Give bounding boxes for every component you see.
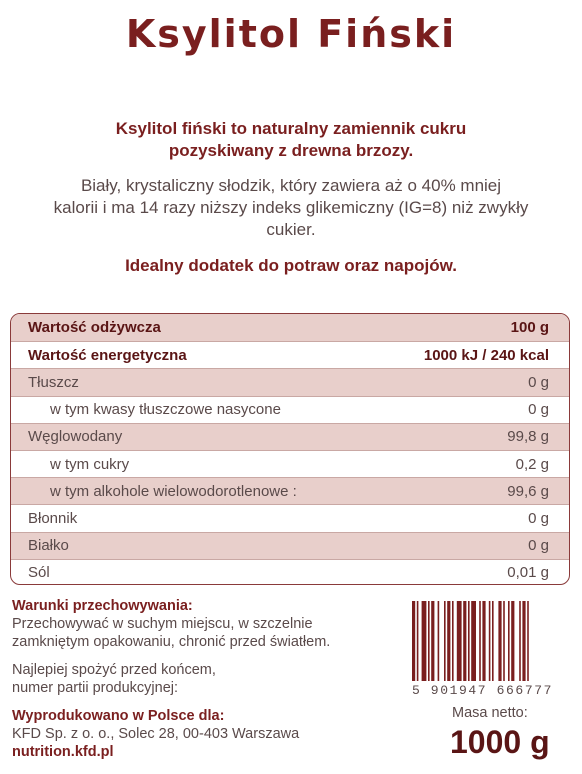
intro-headline xyxy=(40,118,542,162)
product-title: Ksylitol Fiński xyxy=(125,12,457,56)
table-row xyxy=(11,423,569,450)
row-label: w tym cukry xyxy=(50,455,130,473)
barcode-bar xyxy=(452,601,454,681)
barcode-number: 5 901947 666777 xyxy=(412,683,554,698)
barcode-bar xyxy=(471,601,476,681)
barcode-bar xyxy=(417,601,419,681)
row-value: 0 g xyxy=(528,509,549,527)
table-row xyxy=(11,504,569,531)
barcode-bar xyxy=(519,601,521,681)
net-weight-value: 1000 g xyxy=(450,724,550,760)
table-row xyxy=(11,450,569,477)
row-label: Sól xyxy=(28,564,50,582)
best-before-line: numer partii produkcyjnej: xyxy=(12,680,179,696)
barcode-bar xyxy=(511,601,514,681)
barcode-bar xyxy=(457,601,462,681)
row-value: 1000 kJ / 240 kcal xyxy=(423,346,549,364)
row-value: 0 g xyxy=(528,373,549,391)
intro-description-line: Biały, krystaliczny słodzik, który zawiera aż o 40% mniej xyxy=(80,176,502,195)
barcode-bar xyxy=(489,601,491,681)
barcode-bar xyxy=(503,601,505,681)
row-value: 100 g xyxy=(510,319,549,337)
storage-text-line: zamkniętym opakowaniu, chronić przed światłem. xyxy=(12,634,331,650)
storage-text-line: Przechowywać w suchym miejscu, w szczelnie xyxy=(12,616,313,632)
barcode-bar xyxy=(438,601,440,681)
barcode-bar xyxy=(463,601,466,681)
row-value: 99,6 g xyxy=(507,482,549,500)
row-value: 0 g xyxy=(528,537,549,555)
barcode-bar xyxy=(527,601,529,681)
producer-heading: Wyprodukowano w Polsce dla: xyxy=(12,708,225,724)
row-label: Węglowodany xyxy=(28,428,123,446)
table-row xyxy=(11,314,569,341)
table-row xyxy=(11,368,569,395)
barcode-icon xyxy=(412,601,570,681)
intro-headline-line: pozyskiwany z drewna brzozy. xyxy=(168,141,414,160)
intro-description-line: kalorii i ma 14 razy niższy indeks glikemiczny (IG=8) niż zwykły xyxy=(53,198,529,217)
barcode-bar xyxy=(482,601,485,681)
barcode-bar xyxy=(422,601,427,681)
table-row xyxy=(11,396,569,423)
row-label: Wartość odżywcza xyxy=(28,319,161,337)
barcode-bar xyxy=(498,601,501,681)
website: nutrition.kfd.pl xyxy=(12,744,114,760)
row-label: Błonnik xyxy=(28,509,78,527)
barcode-bar xyxy=(468,601,470,681)
intro-description xyxy=(40,175,542,241)
row-value: 0,2 g xyxy=(515,455,549,473)
storage-info xyxy=(12,597,402,771)
producer-address: KFD Sp. z o. o., Solec 28, 00-403 Warszawa xyxy=(12,726,300,742)
intro-description-line: cukier. xyxy=(266,220,316,239)
tagline: Idealny dodatek do potraw oraz napojów. xyxy=(125,256,457,275)
table-row xyxy=(11,559,569,585)
storage-heading: Warunki przechowywania: xyxy=(12,598,193,614)
intro-headline-line: Ksylitol fiński to naturalny zamiennik cukru xyxy=(115,119,467,138)
barcode-bar xyxy=(431,601,434,681)
row-label: Białko xyxy=(28,537,69,555)
row-value: 0,01 g xyxy=(507,564,549,582)
table-row xyxy=(11,477,569,504)
barcode-bar xyxy=(447,601,450,681)
row-value: 99,8 g xyxy=(507,428,549,446)
barcode-bar xyxy=(492,601,494,681)
row-label: Tłuszcz xyxy=(28,373,79,391)
barcode-bar xyxy=(412,601,415,681)
barcode-bar xyxy=(479,601,481,681)
table-row xyxy=(11,532,569,559)
table-row xyxy=(11,341,569,368)
barcode-bar xyxy=(444,601,446,681)
row-label: Wartość energetyczna xyxy=(28,346,187,364)
barcode-bar xyxy=(522,601,525,681)
nutrition-table xyxy=(10,313,570,585)
net-weight-label: Masa netto: xyxy=(452,705,528,721)
row-label: w tym alkohole wielowodorotlenowe : xyxy=(50,482,297,500)
best-before-line: Najlepiej spożyć przed końcem, xyxy=(12,662,216,678)
row-label: w tym kwasy tłuszczowe nasycone xyxy=(50,401,281,419)
barcode-bar xyxy=(508,601,510,681)
row-value: 0 g xyxy=(528,401,549,419)
barcode-bar xyxy=(428,601,430,681)
